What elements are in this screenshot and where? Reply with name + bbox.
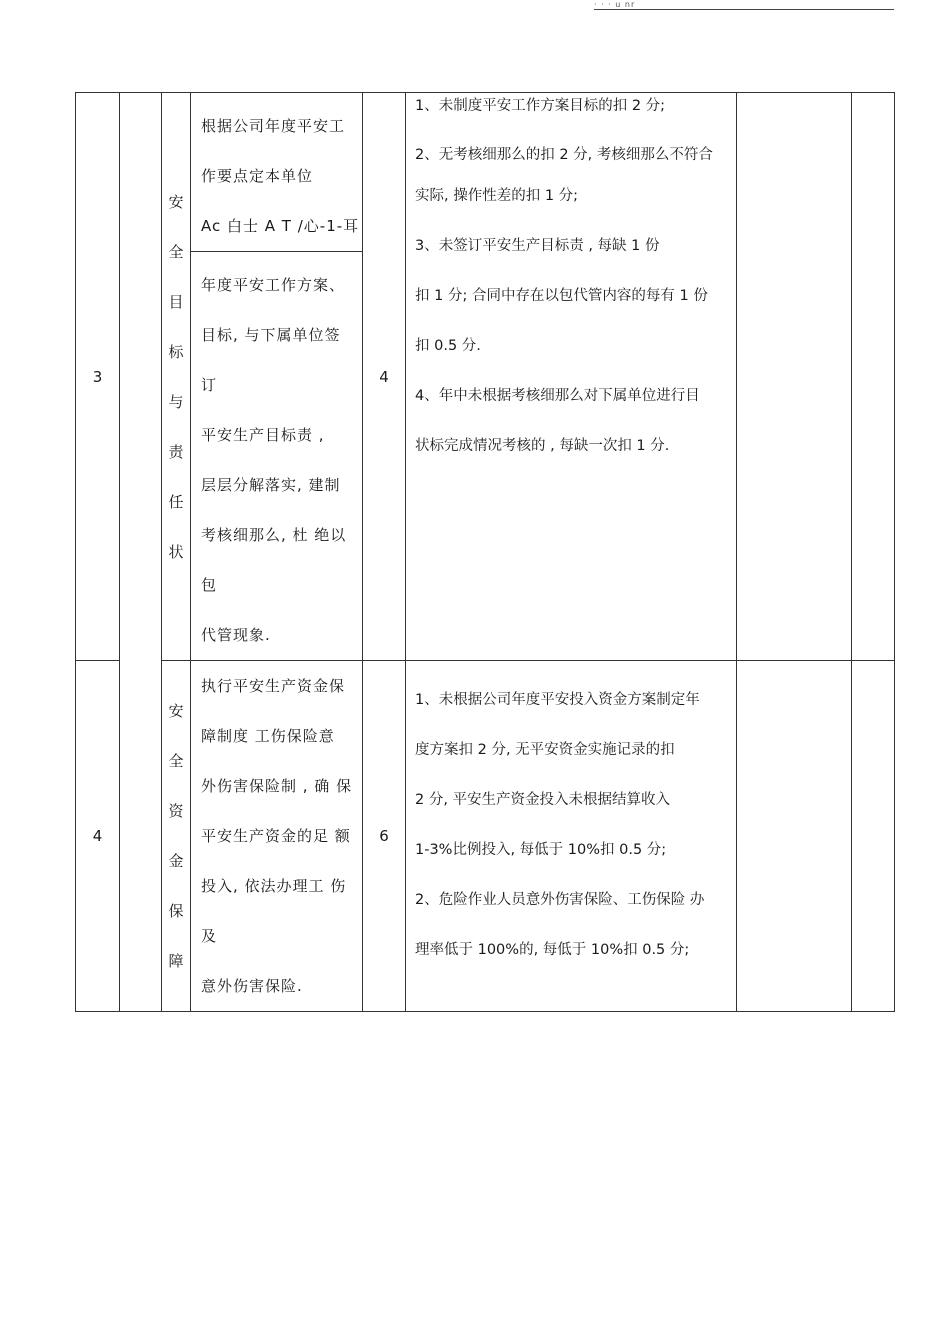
category-char: 全	[168, 242, 184, 261]
category-char: 保	[168, 902, 184, 920]
requirement-line: 执行平安生产资金保	[201, 677, 346, 695]
category-char: 安	[168, 192, 184, 211]
criteria-line: 2、危险作业人员意外伤害保险、工伤保险 办	[415, 892, 705, 908]
category-char: 安	[168, 702, 184, 720]
blank-cell	[737, 661, 852, 1012]
requirement-line: 障制度 工伤保险意	[201, 727, 335, 745]
requirement-line: 代管现象.	[201, 626, 271, 644]
requirement-cell	[191, 252, 363, 661]
requirement-cell	[191, 661, 363, 1012]
requirement-line: 投入, 依法办理工 伤及	[201, 877, 347, 945]
requirement-line: 作要点定本单位	[201, 167, 314, 185]
score-cell: 4	[363, 93, 406, 661]
requirement-line: Ac 白士 A T /心-1-耳	[201, 217, 360, 235]
criteria-line: 实际, 操作性差的扣 1 分;	[415, 188, 579, 204]
requirement-cell	[191, 93, 363, 252]
criteria-line: 2 分, 平安生产资金投入未根据结算收入	[415, 792, 671, 808]
category-char: 责	[168, 442, 184, 461]
score-cell: 6	[363, 661, 406, 1012]
category-char: 状	[168, 542, 184, 561]
criteria-line: 2、无考核细那么的扣 2 分, 考核细那么不符合	[415, 147, 713, 163]
row-number: 3	[76, 93, 120, 661]
requirement-line: 层层分解落实, 建制	[201, 476, 341, 494]
table-row-3	[76, 93, 895, 252]
requirement-line: 平安生产目标责 ,	[201, 426, 325, 444]
criteria-cell	[406, 93, 737, 661]
criteria-line: 度方案扣 2 分, 无平安资金实施记录的扣	[415, 742, 675, 758]
requirement-line: 意外伤害保险.	[201, 977, 303, 995]
category-char: 全	[168, 752, 184, 770]
blank-cell	[852, 661, 895, 1012]
category-char: 任	[168, 492, 184, 511]
requirement-line: 外伤害保险制 , 确 保	[201, 777, 353, 795]
category-char: 金	[168, 852, 184, 870]
category-char: 资	[168, 802, 184, 820]
row-number: 4	[76, 661, 120, 1012]
merged-blank-cell	[120, 93, 162, 1012]
requirement-line: 年度平安工作方案、	[201, 276, 346, 294]
criteria-line: 1、未根据公司年度平安投入资金方案制定年	[415, 692, 700, 708]
category-cell	[162, 661, 191, 1012]
requirement-line: 目标, 与下属单位签 订	[201, 326, 341, 394]
criteria-line: 3、未签订平安生产目标责 , 每缺 1 份	[415, 238, 660, 254]
criteria-line: 扣 0.5 分.	[415, 338, 481, 354]
requirement-line: 考核细那么, 杜 绝以包	[201, 526, 347, 594]
criteria-line: 4、年中未根据考核细那么对下属单位进行目	[415, 388, 700, 404]
blank-cell	[737, 93, 852, 661]
header-text: · · · u nr	[594, 0, 636, 9]
category-char: 障	[168, 952, 184, 970]
assessment-table	[75, 92, 895, 1012]
criteria-line: 状标完成情况考核的 , 每缺一次扣 1 分.	[415, 438, 670, 454]
criteria-line: 理率低于 100%的, 每低于 10%扣 0.5 分;	[415, 942, 690, 958]
criteria-line: 扣 1 分; 合同中存在以包代管内容的每有 1 份	[415, 288, 708, 304]
requirement-line: 根据公司年度平安工	[201, 117, 346, 135]
category-cell	[162, 93, 191, 661]
criteria-line: 1-3%比例投入, 每低于 10%扣 0.5 分;	[415, 842, 667, 858]
requirement-line: 平安生产资金的足 额	[201, 827, 351, 845]
table-row-4	[76, 661, 895, 1012]
header-rule	[594, 9, 894, 10]
criteria-cell	[406, 661, 737, 1012]
category-char: 与	[168, 392, 184, 411]
category-char: 标	[168, 342, 184, 361]
category-char: 目	[168, 292, 184, 311]
criteria-line: 1、未制度平安工作方案目标的扣 2 分;	[415, 98, 666, 114]
blank-cell	[852, 93, 895, 661]
